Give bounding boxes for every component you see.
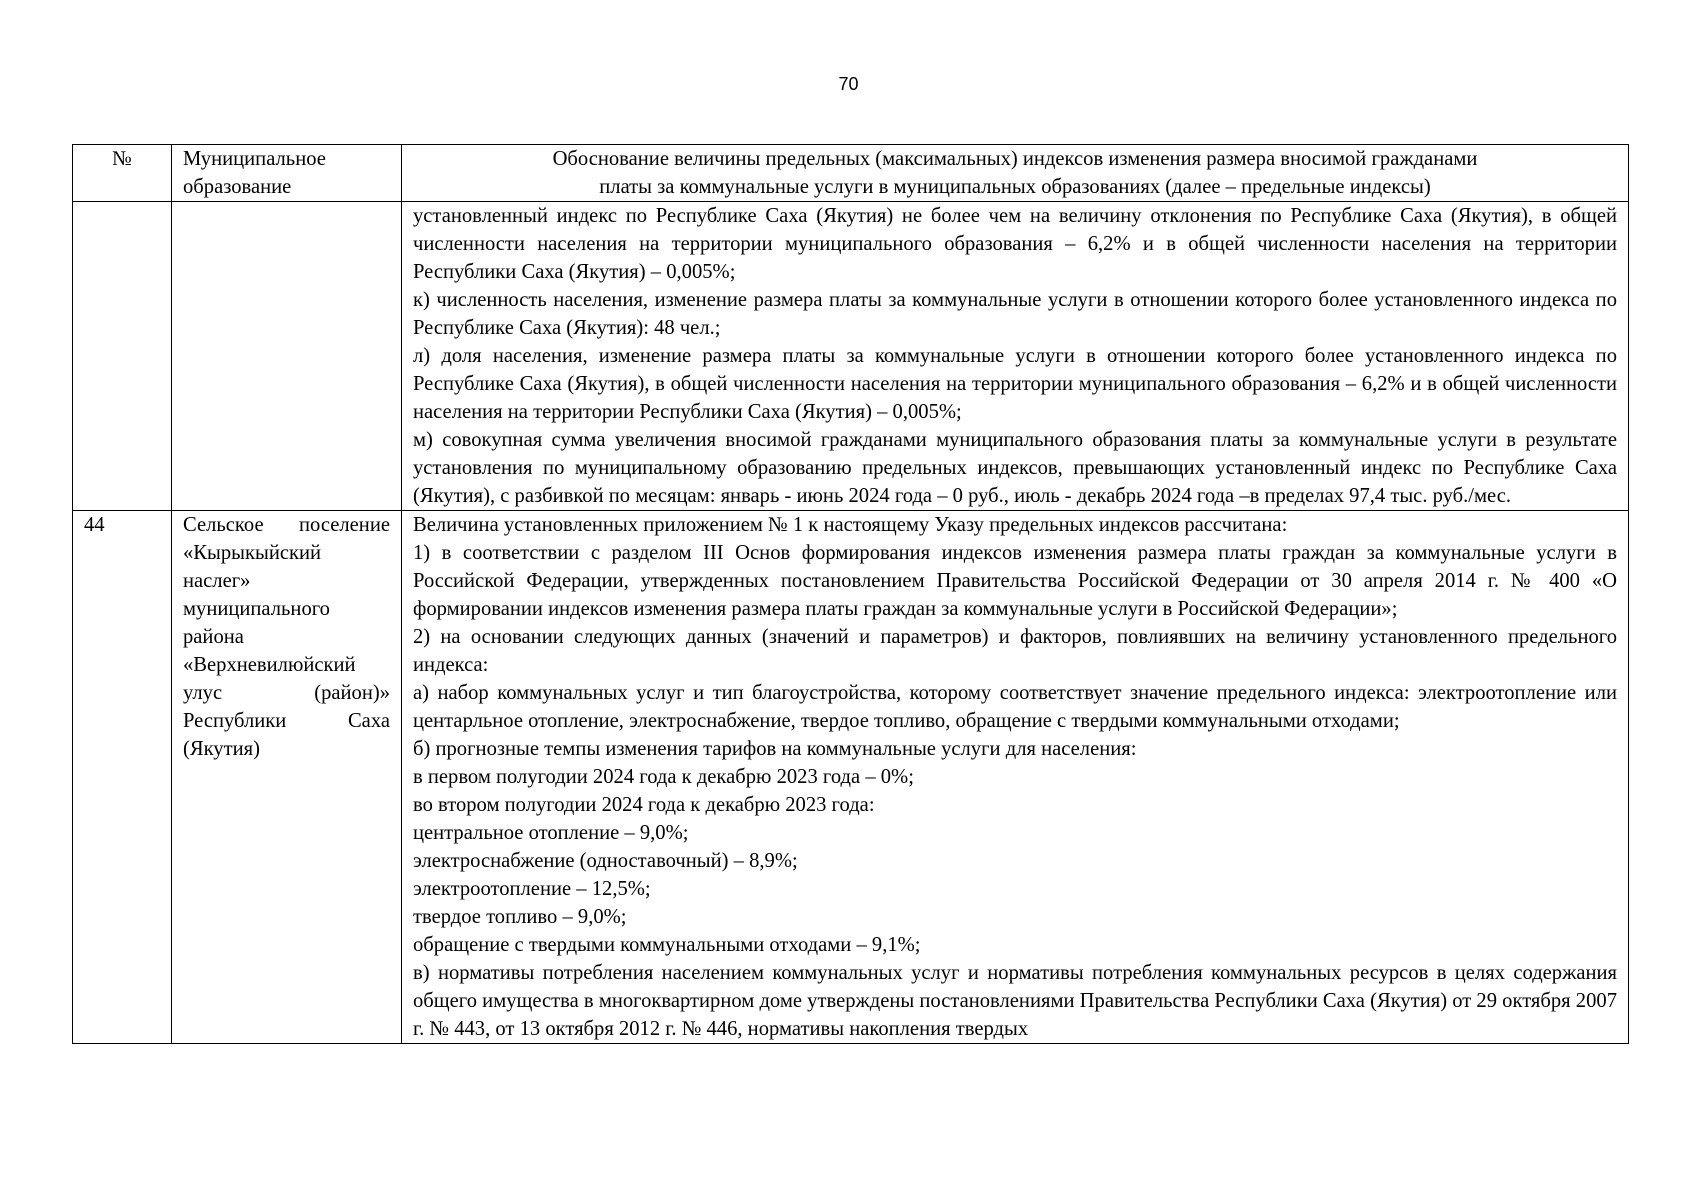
paragraph: б) прогнозные темпы изменения тарифов на коммунальные услуги для населения:: [413, 738, 1137, 760]
table-header-row: [73, 145, 1629, 202]
paragraph: установленный индекс по Республике Саха (Якутия) не более чем на величину отклонения по Республике Саха (Якутия), в общей численности населения на территории муниципального образования – 6,2% и в общей численности населения на территории Республики Саха (Якутия) – 0,005%;: [413, 205, 1617, 283]
header-municipality-line2: образование: [183, 176, 292, 198]
municipality-line: «Верхневилюйский: [183, 654, 356, 676]
paragraph: 1) в соответствии с разделом III Основ формирования индексов изменения размера платы граждан за коммунальные услуги в Российской Федерации, утвержденных постановлением Правительства Российской Федерации от 30 апреля 2014 г. № 400 «О формировании индексов изменения размера платы граждан за коммунальные услуги в Российской Федерации»;: [413, 542, 1617, 620]
municipality-line: (Якутия): [183, 738, 260, 760]
header-number: №: [73, 145, 172, 202]
header-justification-line1: Обоснование величины предельных (максимальных) индексов изменения размера вносимой гражданами: [552, 148, 1478, 170]
row-justification-cell: [402, 202, 1629, 511]
municipality-line: «Кырыкыйский: [183, 542, 322, 564]
table-row: [73, 202, 1629, 511]
paragraph: м) совокупная сумма увеличения вносимой гражданами муниципального образования платы за коммунальные услуги в результате установления по муниципальному образованию предельных индексов, превышающих установленный индекс по Республике Саха (Якутия), с разбивкой по месяцам: январь - июнь 2024 года – 0 руб., июль - декабрь 2024 года –в пределах 97,4 тыс. руб./мес.: [413, 429, 1617, 507]
paragraph: л) доля населения, изменение размера платы за коммунальные услуги в отношении которого более установленного индекса по Республике Саха (Якутия), в общей численности населения на территории муниципального образования – 6,2% и в общей численности населения на территории Республики Саха (Якутия) – 0,005%;: [413, 345, 1617, 423]
paragraph: к) численность населения, изменение размера платы за коммунальные услуги в отношении которого более установленного индекса по Республике Саха (Якутия): 48 чел.;: [413, 289, 1617, 339]
municipality-line: Республики Саха: [183, 710, 390, 732]
paragraph: во втором полугодии 2024 года к декабрю 2023 года:: [413, 794, 875, 816]
header-municipality-line1: Муниципальное: [183, 148, 326, 170]
indices-justification-table: [72, 144, 1629, 1044]
header-justification: [402, 145, 1629, 202]
header-municipality: [172, 145, 402, 202]
header-justification-line2: платы за коммунальные услуги в муниципальных образованиях (далее – предельные индексы): [599, 176, 1431, 198]
paragraph: электроотопление – 12,5%;: [413, 878, 651, 900]
row-number-cell: 44: [73, 511, 172, 1044]
municipality-line: Сельское поселение: [183, 514, 390, 536]
row-municipality-cell: [172, 511, 402, 1044]
row-number-cell: [73, 202, 172, 511]
paragraph: твердое топливо – 9,0%;: [413, 906, 627, 928]
paragraph: Величина установленных приложением № 1 к настоящему Указу предельных индексов рассчитана:: [413, 514, 1288, 536]
paragraph: электроснабжение (одноставочный) – 8,9%;: [413, 850, 798, 872]
paragraph: 2) на основании следующих данных (значений и параметров) и факторов, повлиявших на величину установленного предельного индекса:: [413, 626, 1617, 676]
municipality-line: наслег»: [183, 570, 251, 592]
paragraph: в первом полугодии 2024 года к декабрю 2023 года – 0%;: [413, 766, 914, 788]
municipality-line: муниципального: [183, 598, 330, 620]
table-row: [73, 511, 1629, 1044]
page-number: 70: [838, 74, 859, 94]
row-justification-cell: [402, 511, 1629, 1044]
paragraph: центральное отопление – 9,0%;: [413, 822, 689, 844]
municipality-line: улус (район)»: [183, 682, 390, 704]
municipality-line: района: [183, 626, 244, 648]
row-municipality-cell: [172, 202, 402, 511]
paragraph: а) набор коммунальных услуг и тип благоустройства, которому соответствует значение предельного индекса: электроотопление или центарльное отопление, электроснабжение, твердое топливо, обращение с твердыми коммунальными отходами;: [413, 682, 1617, 732]
paragraph: обращение с твердыми коммунальными отходами – 9,1%;: [413, 934, 921, 956]
paragraph: в) нормативы потребления населением коммунальных услуг и нормативы потребления коммунальных ресурсов в целях содержания общего имущества в многоквартирном доме утверждены постановлениями Правительства Республики Саха (Якутия) от 29 октября 2007 г. № 443, от 13 октября 2012 г. № 446, нормативы накопления твердых: [413, 962, 1617, 1040]
